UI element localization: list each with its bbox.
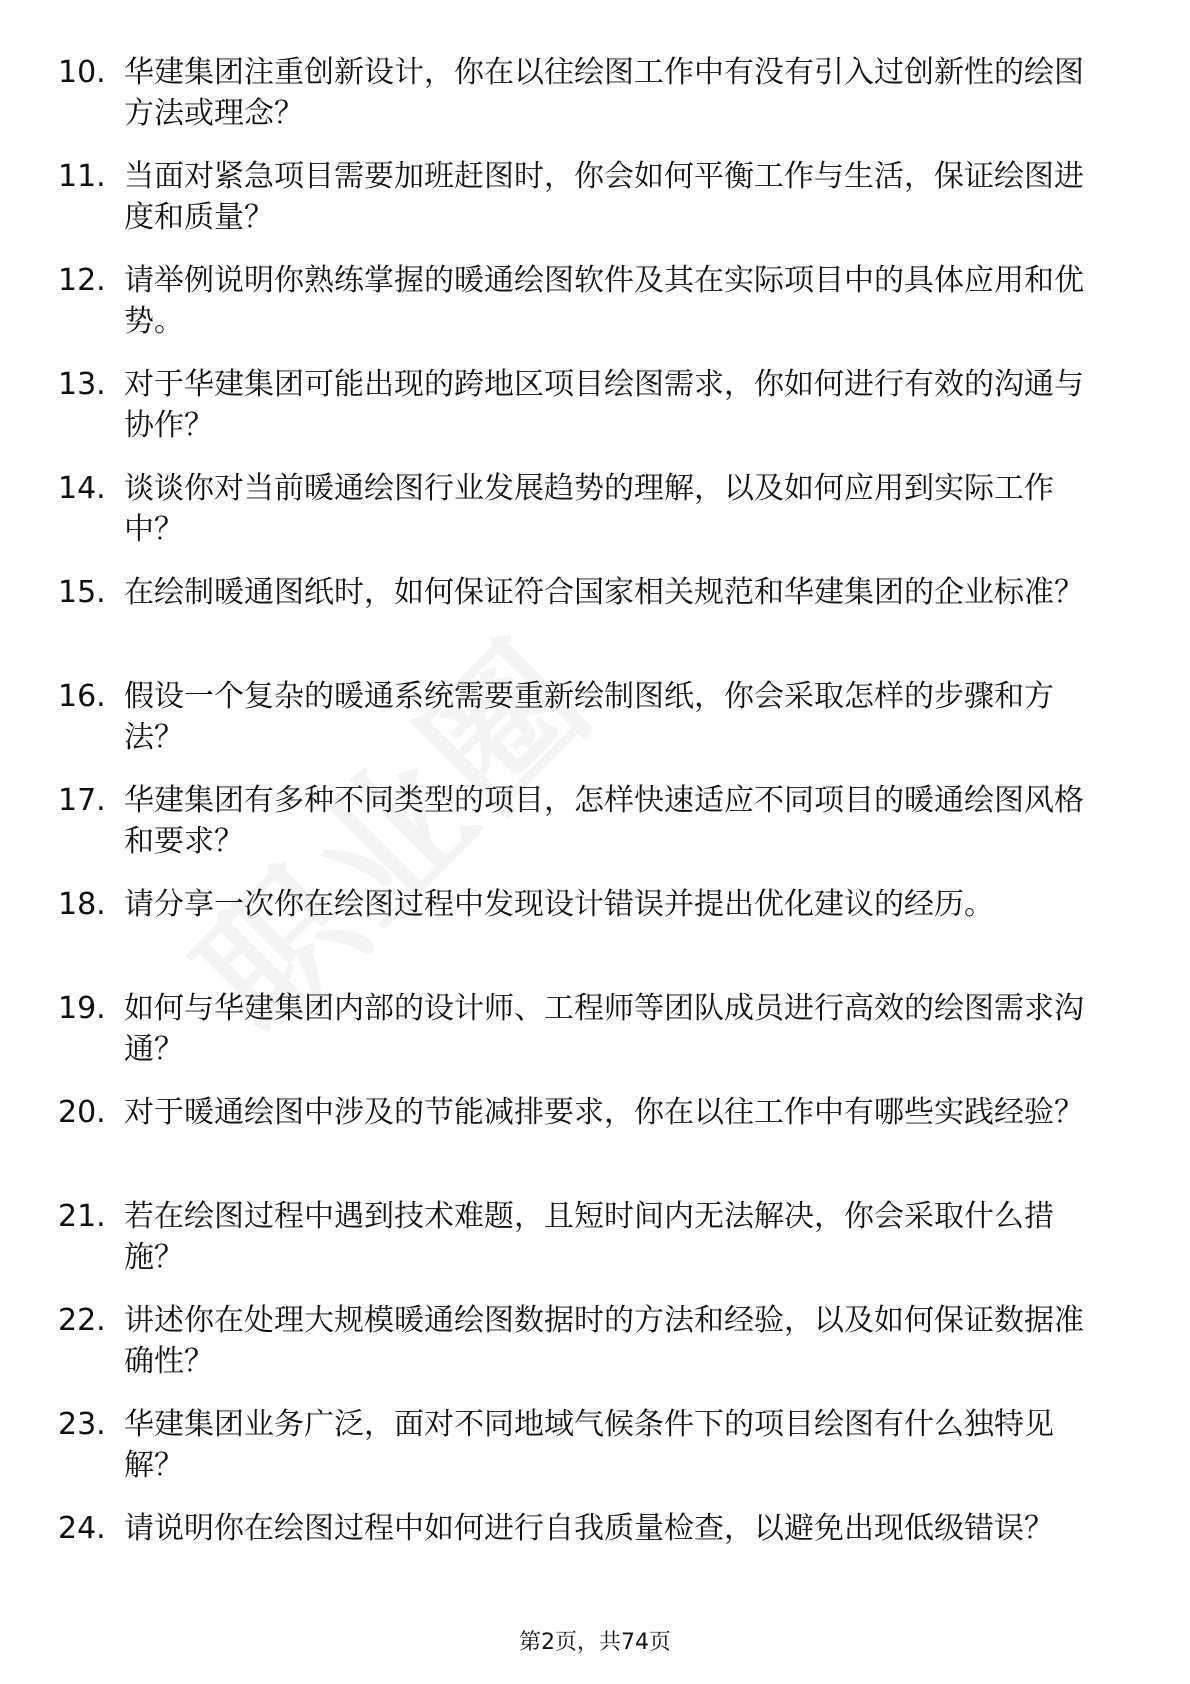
question-number: 10. (58, 55, 106, 90)
question-item (58, 884, 1118, 988)
question-item (58, 676, 1118, 780)
question-item (58, 364, 1118, 468)
question-number: 11. (58, 159, 106, 194)
question-number: 15. (58, 575, 106, 610)
question-text: 在绘制暖通图纸时，如何保证符合国家相关规范和华建集团的企业标准？ (124, 575, 1084, 610)
question-text: 如何与华建集团内部的设计师、工程师等团队成员进行高效的绘图需求沟通？ (124, 991, 1084, 1067)
question-text: 请分享一次你在绘图过程中发现设计错误并提出优化建议的经历。 (124, 887, 994, 922)
question-item (58, 1508, 1118, 1612)
question-item (58, 52, 1118, 156)
question-item (58, 1092, 1118, 1196)
question-item (58, 780, 1118, 884)
question-number: 17. (58, 783, 106, 818)
question-item (58, 468, 1118, 572)
question-text: 讲述你在处理大规模暖通绘图数据时的方法和经验，以及如何保证数据准确性？ (124, 1303, 1084, 1379)
question-number: 21. (58, 1199, 106, 1234)
question-text: 华建集团有多种不同类型的项目，怎样快速适应不同项目的暖通绘图风格和要求？ (124, 783, 1084, 859)
question-number: 14. (58, 471, 106, 506)
question-text: 华建集团业务广泛，面对不同地域气候条件下的项目绘图有什么独特见解？ (124, 1407, 1054, 1483)
question-number: 12. (58, 263, 106, 298)
question-text: 若在绘图过程中遇到技术难题，且短时间内无法解决，你会采取什么措施？ (124, 1199, 1054, 1275)
question-number: 24. (58, 1511, 106, 1546)
question-text: 当面对紧急项目需要加班赶图时，你会如何平衡工作与生活，保证绘图进度和质量？ (124, 159, 1084, 235)
question-text: 对于华建集团可能出现的跨地区项目绘图需求，你如何进行有效的沟通与协作？ (124, 367, 1084, 443)
question-text: 谈谈你对当前暖通绘图行业发展趋势的理解，以及如何应用到实际工作中？ (124, 471, 1054, 547)
question-number: 20. (58, 1095, 106, 1130)
question-text: 对于暖通绘图中涉及的节能减排要求，你在以往工作中有哪些实践经验？ (124, 1095, 1084, 1130)
question-number: 13. (58, 367, 106, 402)
page-footer: 第2页，共74页 (519, 1630, 671, 1655)
question-item (58, 988, 1118, 1092)
question-number: 18. (58, 887, 106, 922)
question-list (58, 52, 1118, 1612)
question-item (58, 156, 1118, 260)
question-item (58, 1196, 1118, 1300)
question-number: 22. (58, 1303, 106, 1338)
question-text: 请说明你在绘图过程中如何进行自我质量检查，以避免出现低级错误？ (124, 1511, 1054, 1546)
question-text: 请举例说明你熟练掌握的暖通绘图软件及其在实际项目中的具体应用和优势。 (124, 263, 1084, 339)
question-item (58, 572, 1118, 676)
question-item (58, 1404, 1118, 1508)
question-item (58, 260, 1118, 364)
question-text: 假设一个复杂的暖通系统需要重新绘制图纸，你会采取怎样的步骤和方法？ (124, 679, 1054, 755)
question-item (58, 1300, 1118, 1404)
question-number: 23. (58, 1407, 106, 1442)
question-text: 华建集团注重创新设计，你在以往绘图工作中有没有引入过创新性的绘图方法或理念？ (124, 55, 1084, 131)
question-number: 19. (58, 991, 106, 1026)
question-number: 16. (58, 679, 106, 714)
